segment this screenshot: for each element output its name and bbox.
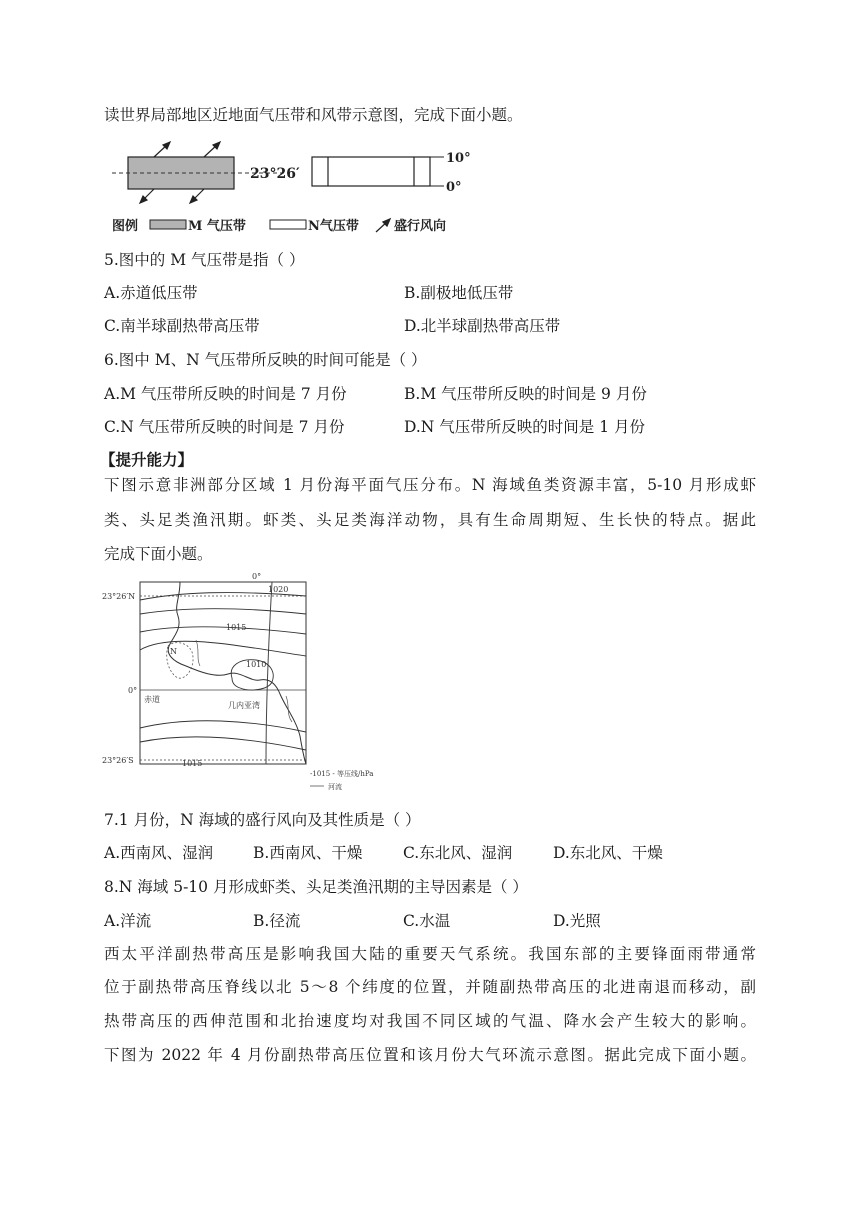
legend-m-label: M 气压带: [188, 219, 246, 234]
q6-stem: 6.图中 M、N 气压带所反映的时间可能是（ ）: [104, 351, 427, 369]
lat-s-label: 23°26′S: [102, 756, 134, 765]
q8-option-b[interactable]: B.径流: [253, 912, 301, 930]
gulf-label: 几内亚湾: [228, 701, 260, 710]
legend-n-label: N气压带: [308, 219, 359, 234]
q5-stem: 5.图中的 M 气压带是指（ ）: [104, 251, 305, 269]
intro-text-1: 读世界局部地区近地面气压带和风带示意图，完成下面小题。: [104, 106, 523, 124]
intro3-line-4: 下图为 2022 年 4 月份副热带高压位置和该月份大气环流示意图。据此完成下面小题。: [104, 1046, 756, 1064]
intro3-line-3: 热带高压的西伸范围和北抬速度均对我国不同区域的气温、降水会产生较大的影响。: [104, 1012, 756, 1030]
legend-river-label: 河流: [328, 783, 342, 791]
q8-stem: 8.N 海域 5-10 月形成虾类、头足类渔汛期的主导因素是（ ）: [104, 878, 528, 896]
n-belt-box: [312, 157, 430, 186]
pressure-belt-figure: [104, 140, 474, 240]
q5-option-a[interactable]: A.赤道低压带: [104, 284, 198, 302]
map-frame: [140, 582, 306, 764]
legend-isobar-label: -1015 - 等压线/hPa: [310, 770, 374, 778]
legend-n-swatch: [270, 220, 306, 229]
q7-stem: 7.1 月份，N 海域的盛行风向及其性质是（ ）: [104, 811, 421, 829]
lat-0-label: 0°: [446, 180, 462, 195]
q8-option-c[interactable]: C.水温: [403, 912, 451, 930]
q6-option-a[interactable]: A.M 气压带所反映的时间是 7 月份: [104, 385, 347, 403]
legend-wind-label: 盛行风向: [394, 219, 447, 234]
intro2-line-3: 完成下面小题。: [104, 545, 213, 563]
iso-1020-label: 1020: [268, 585, 289, 594]
q8-option-d[interactable]: D.光照: [553, 912, 601, 930]
q7-option-d[interactable]: D.东北风、干燥: [553, 844, 663, 862]
n-sea-label: N: [170, 647, 177, 656]
africa-pressure-map: [100, 570, 400, 800]
legend-title: 图例: [112, 219, 139, 234]
intro3-line-2: 位于副热带高压脊线以北 5～8 个纬度的位置，并随副热带高压的北进南退而移动，副: [104, 978, 756, 996]
legend-m-swatch: [150, 220, 186, 229]
q6-option-d[interactable]: D.N 气压带所反映的时间是 1 月份: [404, 418, 646, 436]
section-title: 【提升能力】: [100, 450, 194, 469]
q7-option-c[interactable]: C.东北风、湿润: [403, 844, 513, 862]
q6-option-c[interactable]: C.N 气压带所反映的时间是 7 月份: [104, 418, 345, 436]
iso-1010-label: 1010: [246, 660, 267, 669]
lat-n-label: 23°26′N: [102, 592, 136, 601]
q7-option-b[interactable]: B.西南风、干燥: [253, 844, 363, 862]
q6-option-b[interactable]: B.M 气压带所反映的时间是 9 月份: [404, 385, 647, 403]
intro2-line-2: 类、头足类渔汛期。虾类、头足类海洋动物，具有生命周期短、生长快的特点。据此: [104, 511, 756, 529]
lat-10-label: 10°: [446, 151, 471, 166]
iso-1015-south-label: 1015: [182, 759, 203, 768]
q5-option-d[interactable]: D.北半球副热带高压带: [404, 317, 561, 335]
q5-option-b[interactable]: B.副极地低压带: [404, 284, 514, 302]
q8-option-a[interactable]: A.洋流: [104, 912, 152, 930]
intro2-line-1: 下图示意非洲部分区域 1 月份海平面气压分布。N 海域鱼类资源丰富，5-10 月形成虾: [104, 476, 756, 494]
q5-option-c[interactable]: C.南半球副热带高压带: [104, 317, 260, 335]
iso-1015-label: 1015: [226, 623, 247, 632]
tropic-label: 23°26′: [250, 166, 300, 182]
equator-label: 赤道: [144, 695, 160, 704]
intro3-line-1: 西太平洋副热带高压是影响我国大陆的重要天气系统。我国东部的主要锋面雨带通常: [104, 945, 756, 963]
meridian-label: 0°: [252, 572, 262, 581]
equator-lat-label: 0°: [128, 686, 138, 695]
q7-option-a[interactable]: A.西南风、湿润: [104, 844, 214, 862]
